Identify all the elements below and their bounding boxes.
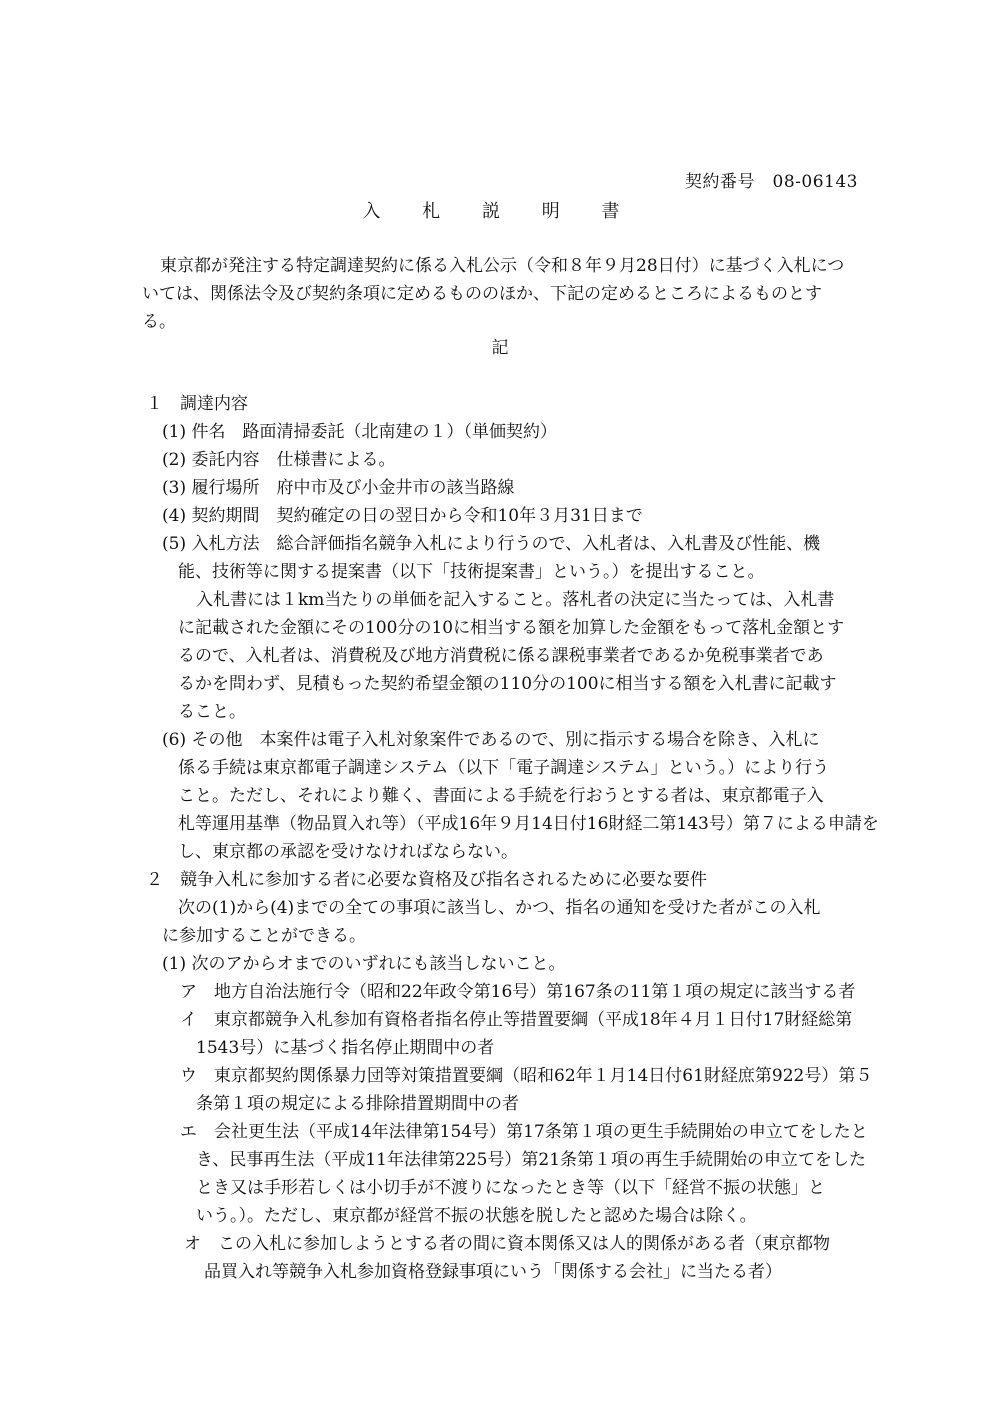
- intro-line: 東京都が発注する特定調達契約に係る入札公示（令和８年９月28日付）に基づく入札につ: [160, 256, 845, 276]
- intro-line: いては、関係法令及び契約条項に定めるもののほか、下記の定めるところによるものとす: [142, 284, 822, 304]
- document-title: 入 札 説 明 書: [362, 201, 638, 222]
- list-item: (1) 件名 路面清掃委託（北南建の１）（単価契約）: [162, 422, 557, 442]
- paragraph-line: 次の(1)から(4)までの全ての事項に該当し、かつ、指名の通知を受けた者がこの入札: [178, 898, 821, 918]
- list-item: (6) その他 本案件は電子入札対象案件であるので、別に指示する場合を除き、入札に: [162, 730, 820, 750]
- sub-item-continuation: き、民事再生法（平成11年法律第225号）第21条第１項の再生手続開始の申立てをした: [196, 1150, 867, 1170]
- sub-item-continuation: 品買入れ等競争入札参加資格登録事項にいう「関係する会社」に当たる者）: [204, 1262, 782, 1282]
- list-item-continuation: 札等運用基準（物品買入れ等）（平成16年９月14日付16財経二第143号）第７による申請を: [178, 814, 879, 834]
- list-item: (4) 契約期間 契約確定の日の翌日から令和10年３月31日まで: [162, 506, 643, 526]
- sub-item-continuation: とき又は手形若しくは小切手が不渡りになったとき等（以下「経営不振の状態」と: [196, 1178, 825, 1198]
- paragraph-line: 入札書には１km当たりの単価を記入すること。落札者の決定に当たっては、入札書: [196, 590, 835, 610]
- paragraph-line: るかを問わず、見積もった契約希望金額の110分の100に相当する額を入札書に記載す: [178, 674, 837, 694]
- list-item-continuation: し、東京都の承認を受けなければならない。: [178, 842, 518, 862]
- section-heading: １ 調達内容: [146, 394, 248, 414]
- ki-heading: 記: [491, 338, 509, 358]
- paragraph-line: るので、入札者は、消費税及び地方消費税に係る課税事業者であるか免税事業者であ: [178, 646, 824, 666]
- list-item: (2) 委託内容 仕様書による。: [162, 450, 396, 470]
- list-item-continuation: こと。ただし、それにより難く、書面による手続を行おうとする者は、東京都電子入: [178, 786, 824, 806]
- paragraph-line: ること。: [178, 702, 246, 722]
- list-item: (5) 入札方法 総合評価指名競争入札により行うので、入札者は、入札書及び性能、機: [162, 534, 821, 554]
- sub-item: ウ 東京都契約関係暴力団等対策措置要綱（昭和62年１月14日付61財経庶第922号）第５: [180, 1066, 873, 1086]
- sub-item-continuation: 1543号）に基づく指名停止期間中の者: [196, 1038, 495, 1058]
- list-item: (3) 履行場所 府中市及び小金井市の該当路線: [162, 478, 515, 498]
- sub-item: イ 東京都競争入札参加有資格者指名停止等措置要綱（平成18年４月１日付17財経総第: [180, 1010, 853, 1030]
- paragraph-line: に記載された金額にその100分の10に相当する額を加算した金額をもって落札金額とす: [178, 618, 845, 638]
- list-item: (1) 次のアからオまでのいずれにも該当しないこと。: [162, 954, 566, 974]
- section-heading: ２ 競争入札に参加する者に必要な資格及び指名されるために必要な要件: [146, 870, 707, 890]
- sub-item: エ 会社更生法（平成14年法律第154号）第17条第１項の更生手続開始の申立てをしたと: [180, 1122, 868, 1142]
- list-item-continuation: 係る手続は東京都電子調達システム（以下「電子調達システム」という。）により行う: [178, 758, 830, 778]
- sub-item: ア 地方自治法施行令（昭和22年政令第16号）第167条の11第１項の規定に該当する者: [180, 982, 856, 1002]
- sub-item-continuation: いう。）。ただし、東京都が経営不振の状態を脱したと認めた場合は除く。: [196, 1206, 757, 1226]
- sub-item-continuation: 条第１項の規定による排除措置期間中の者: [196, 1094, 519, 1114]
- paragraph-line: に参加することができる。: [162, 926, 366, 946]
- sub-item: オ この入札に参加しようとする者の間に資本関係又は人的関係がある者（東京都物: [184, 1234, 830, 1254]
- intro-line: る。: [142, 312, 176, 332]
- contract-number: 契約番号 08-06143: [685, 172, 858, 192]
- list-item-continuation: 能、技術等に関する提案書（以下「技術提案書」という。）を提出すること。: [178, 562, 765, 582]
